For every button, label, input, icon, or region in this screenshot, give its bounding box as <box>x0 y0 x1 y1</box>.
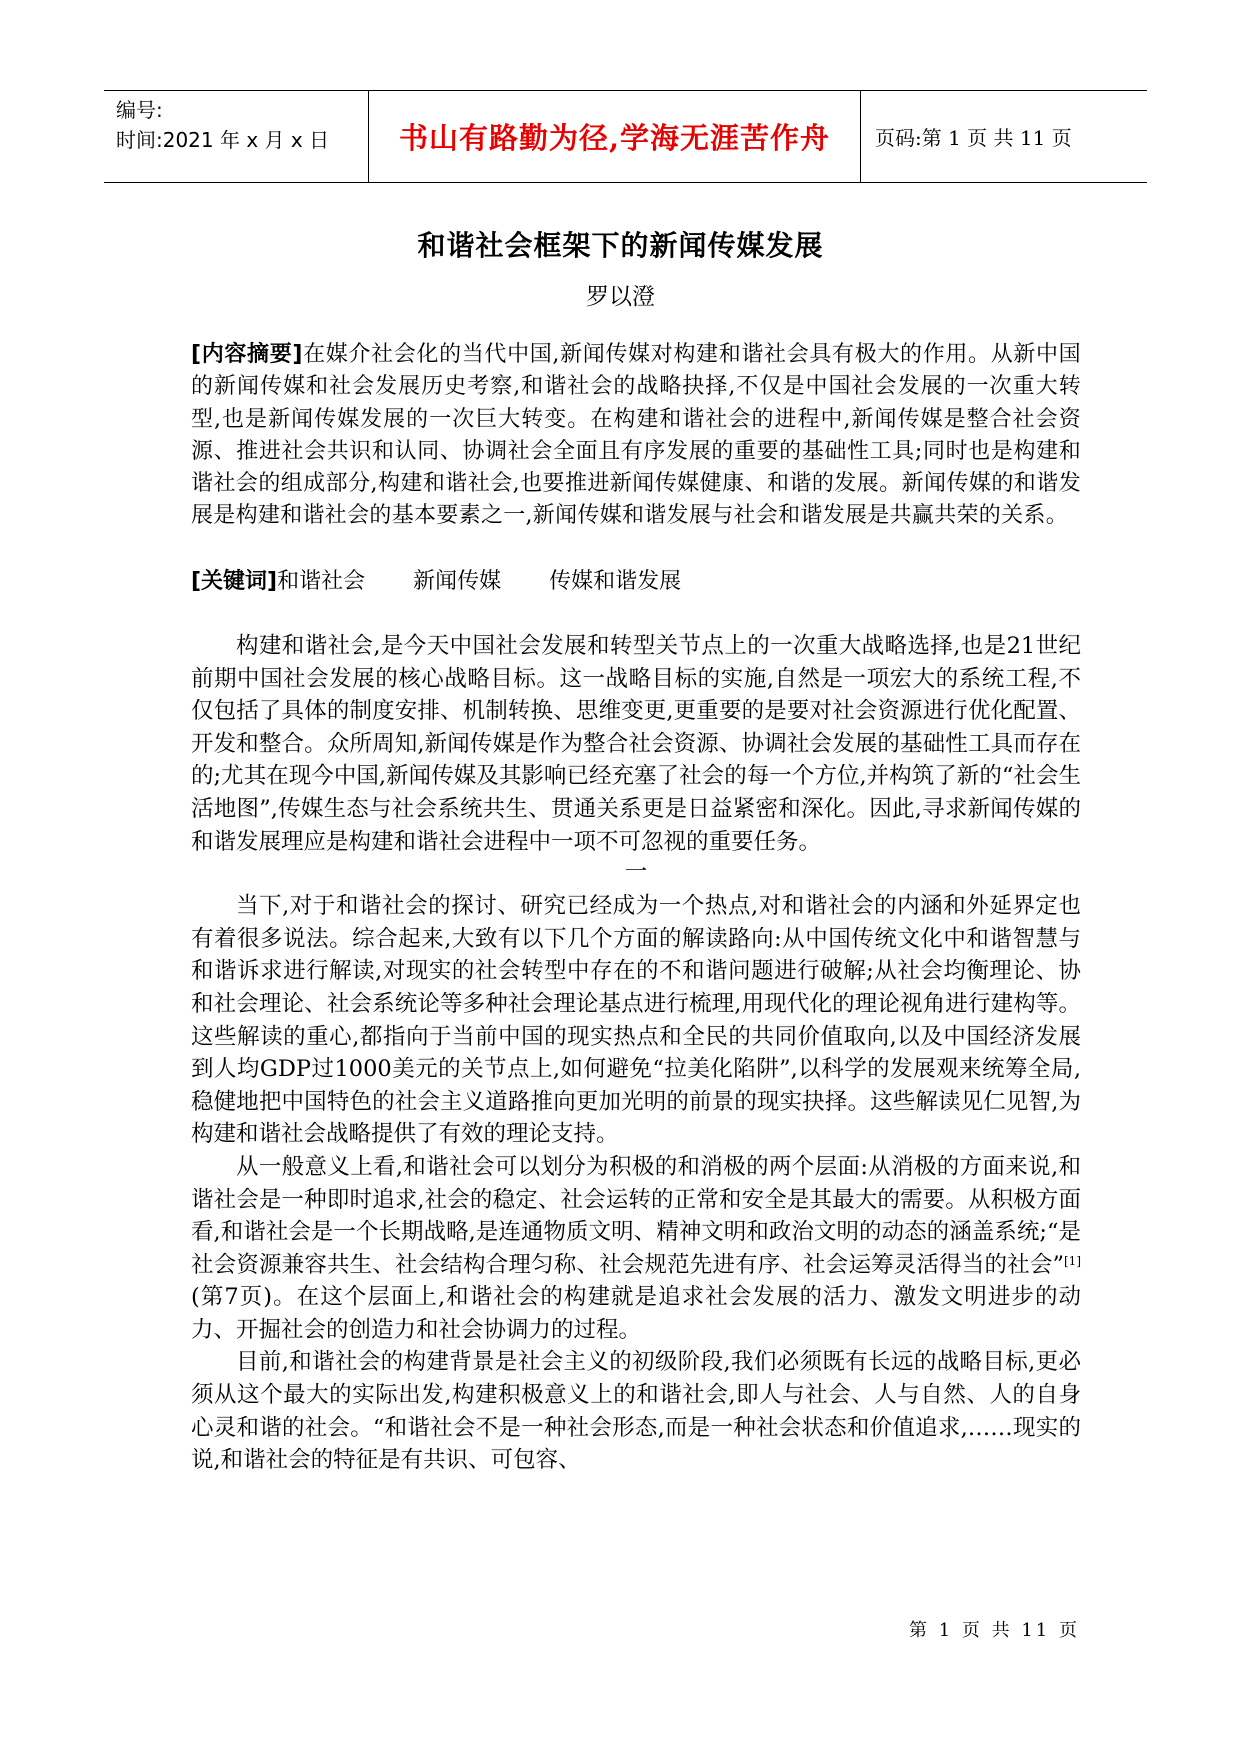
page-footer: 第 1 页 共 11 页 <box>909 1620 1080 1641</box>
body-paragraph: 当下,对于和谐社会的探讨、研究已经成为一个热点,对和谐社会的内涵和外延界定也有着很多说法。综合起来,大致有以下几个方面的解读路向:从中国传统文化中和谐智慧与和谐诉求进行解读,对现实的社会转型中存在的不和谐问题进行破解;从社会均衡理论、协和社会理论、社会系统论等多种社会理论基点进行梳理,用现代化的理论视角进行建构等。这些解读的重心,都指向于当前中国的现实热点和全民的共同价值取向,以及中国经济发展到人均GDP过1000美元的关节点上,如何避免“拉美化陷阱”,以科学的发展观来统筹全局,稳健地把中国特色的社会主义道路推向更加光明的前景的现实抉择。这些解读见仁见智,为构建和谐社会战略提供了有效的理论支持。 <box>191 893 1081 1148</box>
abstract <box>191 339 1081 533</box>
paragraph-text: 从一般意义上看,和谐社会可以划分为积极的和消极的两个层面:从消极的方面来说,和谐社会是一种即时追求,社会的稳定、社会运转的正常和安全是其最大的需要。从积极方面看,和谐社会是一个长期战略,是连通物质文明、精神文明和政治文明的动态的涵盖系统;“是社会资源兼容共生、社会结构合理匀称、社会规范先进有序、社会运筹灵活得当的社会” <box>191 1153 1081 1278</box>
keyword-item: 和谐社会 <box>277 569 366 594</box>
time-label: 时间:2021 年 x 月 x 日 <box>116 128 330 152</box>
number-label: 编号: <box>116 98 163 122</box>
keyword-item: 新闻传媒 <box>413 569 502 594</box>
paragraph-text: (第7页)。在这个层面上,和谐社会的构建就是追求社会发展的活力、激发文明进步的动力、开掘社会的创造力和社会协调力的过程。 <box>191 1284 1081 1343</box>
abstract-tag: [内容摘要] <box>191 342 303 367</box>
keyword-item: 传媒和谐发展 <box>549 569 682 594</box>
reference-mark: [1] <box>1064 1253 1081 1268</box>
header-meta <box>104 91 369 182</box>
keywords <box>191 566 1081 598</box>
section-number: 一 <box>624 859 648 886</box>
body-paragraph: 目前,和谐社会的构建背景是社会主义的初级阶段,我们必须既有长远的战略目标,更必须从这个最大的实际出发,构建积极意义上的和谐社会,即人与社会、人与自然、人的自身心灵和谐的社会。“和谐社会不是一种社会形态,而是一种社会状态和价值追求,……现实的说,和谐社会的特征是有共识、可包容、 <box>191 1349 1081 1474</box>
body-paragraph <box>191 1151 1081 1347</box>
article-title: 和谐社会框架下的新闻传媒发展 <box>417 229 824 262</box>
article-author: 罗以澄 <box>586 284 655 310</box>
header-motto: 书山有路勤为径,学海无涯苦作舟 <box>369 91 861 182</box>
keywords-tag: [关键词] <box>191 569 278 594</box>
article-body <box>191 630 1081 1477</box>
header-page-info: 页码:第 1 页 共 11 页 <box>875 126 1072 150</box>
abstract-text: 在媒介社会化的当代中国,新闻传媒对构建和谐社会具有极大的作用。从新中国的新闻传媒和社会发展历史考察,和谐社会的战略抉择,不仅是中国社会发展的一次重大转型,也是新闻传媒发展的一次巨大转变。在构建和谐社会的进程中,新闻传媒是整合社会资源、推进社会共识和认同、协调社会全面且有序发展的重要的基础性工具;同时也是构建和谐社会的组成部分,构建和谐社会,也要推进新闻传媒健康、和谐的发展。新闻传媒的和谐发展是构建和谐社会的基本要素之一,新闻传媒和谐发展与社会和谐发展是共赢共荣的关系。 <box>191 342 1081 529</box>
intro-paragraph: 构建和谐社会,是今天中国社会发展和转型关节点上的一次重大战略选择,也是21世纪前期中国社会发展的核心战略目标。这一战略目标的实施,自然是一项宏大的系统工程,不仅包括了具体的制度安排、机制转换、思维变更,更重要的是要对社会资源进行优化配置、开发和整合。众所周知,新闻传媒是作为整合社会资源、协调社会发展的基础性工具而存在的;尤其在现今中国,新闻传媒及其影响已经充塞了社会的每一个方位,并构筑了新的“社会生活地图”,传媒生态与社会系统共生、贯通关系更是日益紧密和深化。因此,寻求新闻传媒的和谐发展理应是构建和谐社会进程中一项不可忽视的重要任务。 <box>191 633 1081 855</box>
document-header <box>104 90 1147 183</box>
